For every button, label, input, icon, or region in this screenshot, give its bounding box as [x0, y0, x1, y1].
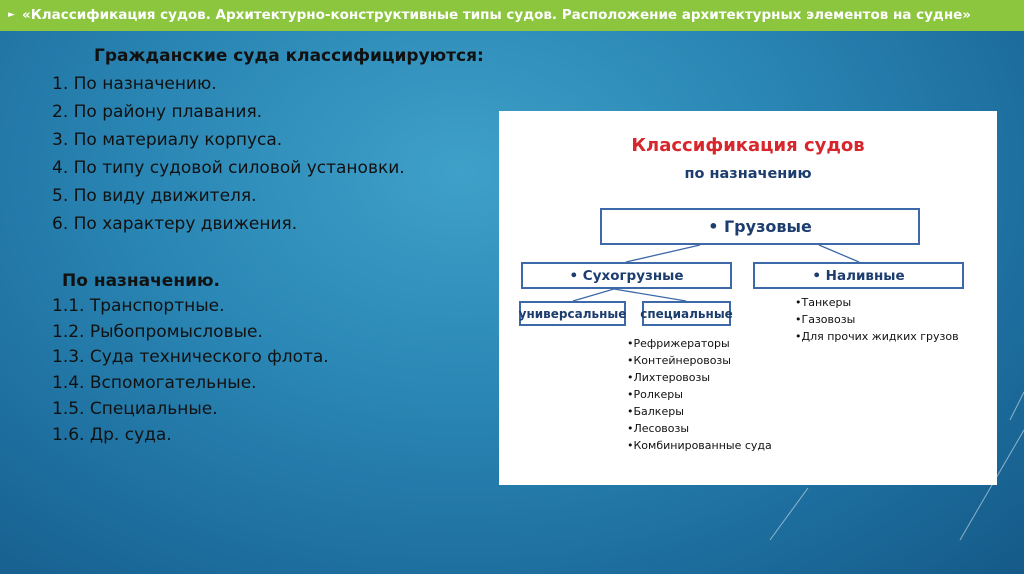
dry-cargo-box: • Сухогрузные [521, 262, 732, 289]
list-item: 3. По материалу корпуса. [52, 130, 283, 150]
list-item: 5. По виду движителя. [52, 186, 257, 206]
list-item: 1.4. Вспомогательные. [52, 373, 257, 394]
list-item: •Газовозы [795, 313, 856, 326]
list-item: 1.2. Рыбопромысловые. [52, 321, 263, 342]
list-item: •Танкеры [795, 296, 852, 309]
classification-heading: Гражданские суда классифицируются: [94, 46, 484, 66]
liquid-cargo-box: • Наливные [753, 262, 964, 289]
list-item: •Лесовозы [627, 422, 690, 435]
list-item: •Рефрижераторы [627, 337, 730, 350]
universal-box: универсальные [519, 301, 626, 326]
slide-title: «Классификация судов. Архитектурно-конструктивные типы судов. Расположение архитектурных элементов на судне» [22, 7, 972, 23]
special-types-list [627, 335, 772, 454]
classification-list [52, 42, 484, 238]
list-item: 1.6. Др. суда. [52, 424, 172, 445]
list-item: 6. По характеру движения. [52, 214, 298, 234]
cargo-box: • Грузовые [600, 208, 920, 245]
bullet-arrow-icon: ► [8, 10, 15, 20]
list-item: 1.5. Специальные. [52, 398, 218, 419]
list-item: •Комбинированные суда [627, 439, 772, 452]
special-box: специальные [642, 301, 731, 326]
purpose-heading: По назначению. [62, 271, 220, 291]
list-item: 4. По типу судовой силовой установки. [52, 158, 405, 178]
list-item: 1. По назначению. [52, 74, 217, 94]
purpose-list [52, 268, 329, 448]
diagram-subtitle: по назначению [684, 166, 812, 182]
list-item: •Контейнеровозы [627, 354, 731, 367]
list-item: •Балкеры [627, 405, 684, 418]
diagram-title: Классификация судов [631, 135, 865, 156]
list-item: 1.1. Транспортные. [52, 296, 225, 316]
classification-diagram [499, 111, 997, 485]
list-item: 2. По району плавания. [52, 102, 263, 122]
list-item: •Лихтеровозы [627, 371, 711, 384]
list-item: •Ролкеры [627, 388, 683, 401]
list-item: 1.3. Суда технического флота. [52, 347, 329, 368]
liquid-types-list [795, 294, 959, 345]
list-item: •Для прочих жидких грузов [795, 330, 959, 343]
